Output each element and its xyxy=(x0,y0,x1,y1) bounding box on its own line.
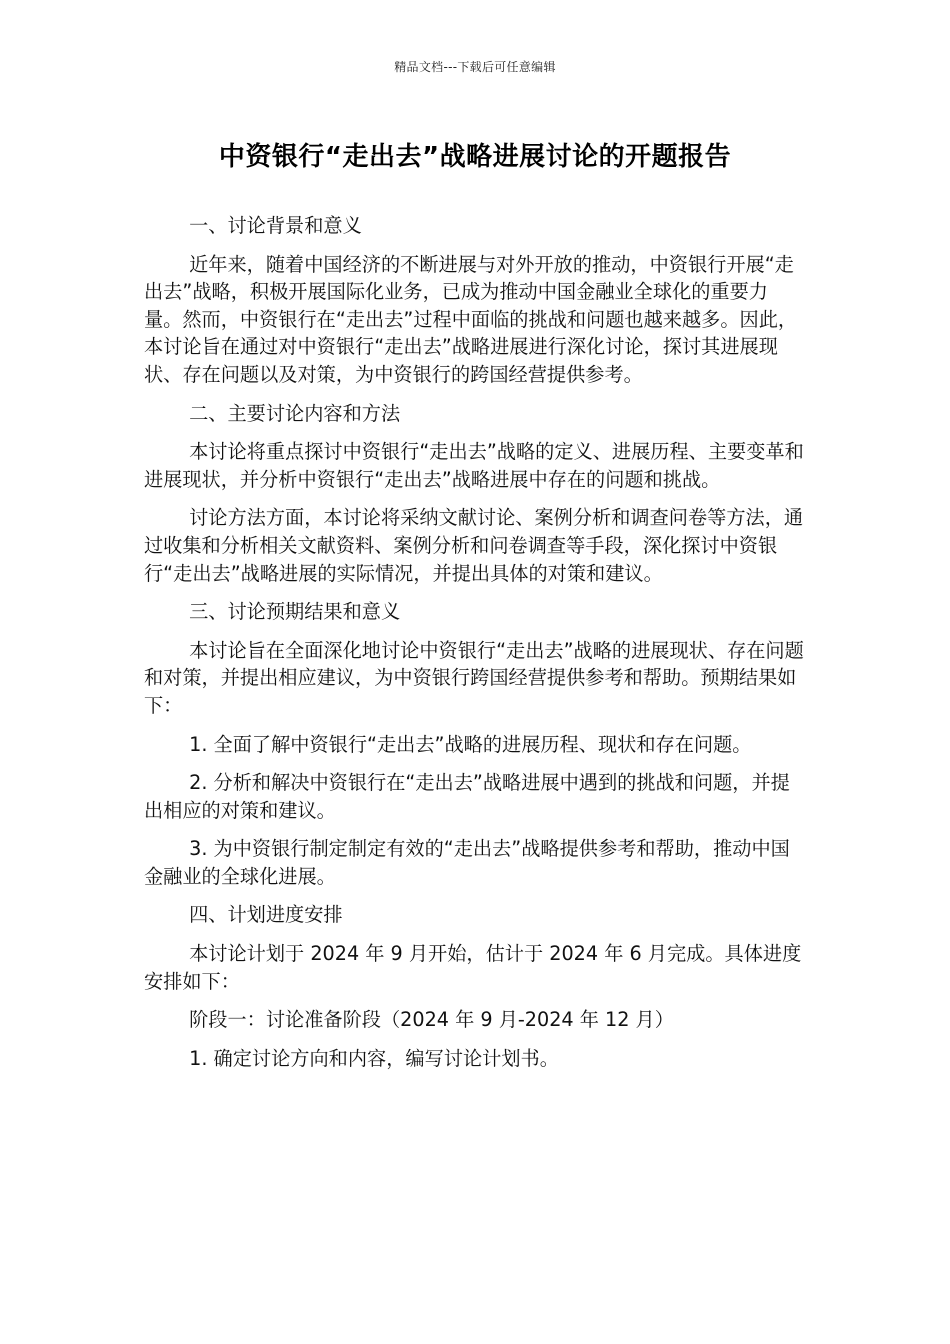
list-item-result-3: 3. 为中资银行制定制定有效的“走出去”战略提供参考和帮助，推动中国金融业的全球化进展。 xyxy=(144,837,790,888)
paragraph-schedule: 本讨论计划于 2024 年 9 月开始，估计于 2024 年 6 月完成。具体进度安排如下： xyxy=(144,942,802,993)
list-item-result-1: 1. 全面了解中资银行“走出去”战略的进展历程、现状和存在问题。 xyxy=(189,732,752,756)
page-header: 精品文档---下载后可任意编辑 xyxy=(394,60,556,74)
paragraph-method: 讨论方法方面，本讨论将采纳文献讨论、案例分析和调查问卷等方法，通过收集和分析相关文献资料、案例分析和问卷调查等手段，深化探讨中资银行“走出去”战略进展的实际情况，并提出具体的对策和建议。 xyxy=(144,506,804,585)
document-body xyxy=(144,212,806,1083)
section-heading-background: 一、讨论背景和意义 xyxy=(189,214,362,237)
list-item-result-2: 2. 分析和解决中资银行在“走出去”战略进展中遇到的挑战和问题，并提出相应的对策和建议。 xyxy=(144,771,790,822)
section-heading-schedule: 四、计划进度安排 xyxy=(189,903,343,927)
paragraph-expected-results: 本讨论旨在全面深化地讨论中资银行“走出去”战略的进展现状、存在问题和对策，并提出相应建议，为中资银行跨国经营提供参考和帮助。预期结果如下： xyxy=(144,638,804,717)
list-item-phase-one-1: 1. 确定讨论方向和内容，编写讨论计划书。 xyxy=(189,1046,559,1070)
paragraph-background: 近年来，随着中国经济的不断进展与对外开放的推动，中资银行开展“走出去”战略，积极开展国际化业务，已成为推动中国金融业全球化的重要力量。然而，中资银行在“走出去”过程中面临的挑战和问题也越来越多。因此，本讨论旨在通过对中资银行“走出去”战略进展进行深化讨论，探讨其进展现状、存在问题以及对策，为中资银行的跨国经营提供参考。 xyxy=(144,252,798,386)
section-heading-expected-results: 三、讨论预期结果和意义 xyxy=(189,600,401,624)
paragraph-phase-one: 阶段一：讨论准备阶段（2024 年 9 月-2024 年 12 月） xyxy=(189,1008,674,1032)
section-heading-content-method: 二、主要讨论内容和方法 xyxy=(189,401,401,425)
paragraph-content: 本讨论将重点探讨中资银行“走出去”战略的定义、进展历程、主要变革和进展现状，并分析中资银行“走出去”战略进展中存在的问题和挑战。 xyxy=(144,440,804,491)
document-title: 中资银行“走出去”战略进展讨论的开题报告 xyxy=(218,142,732,172)
